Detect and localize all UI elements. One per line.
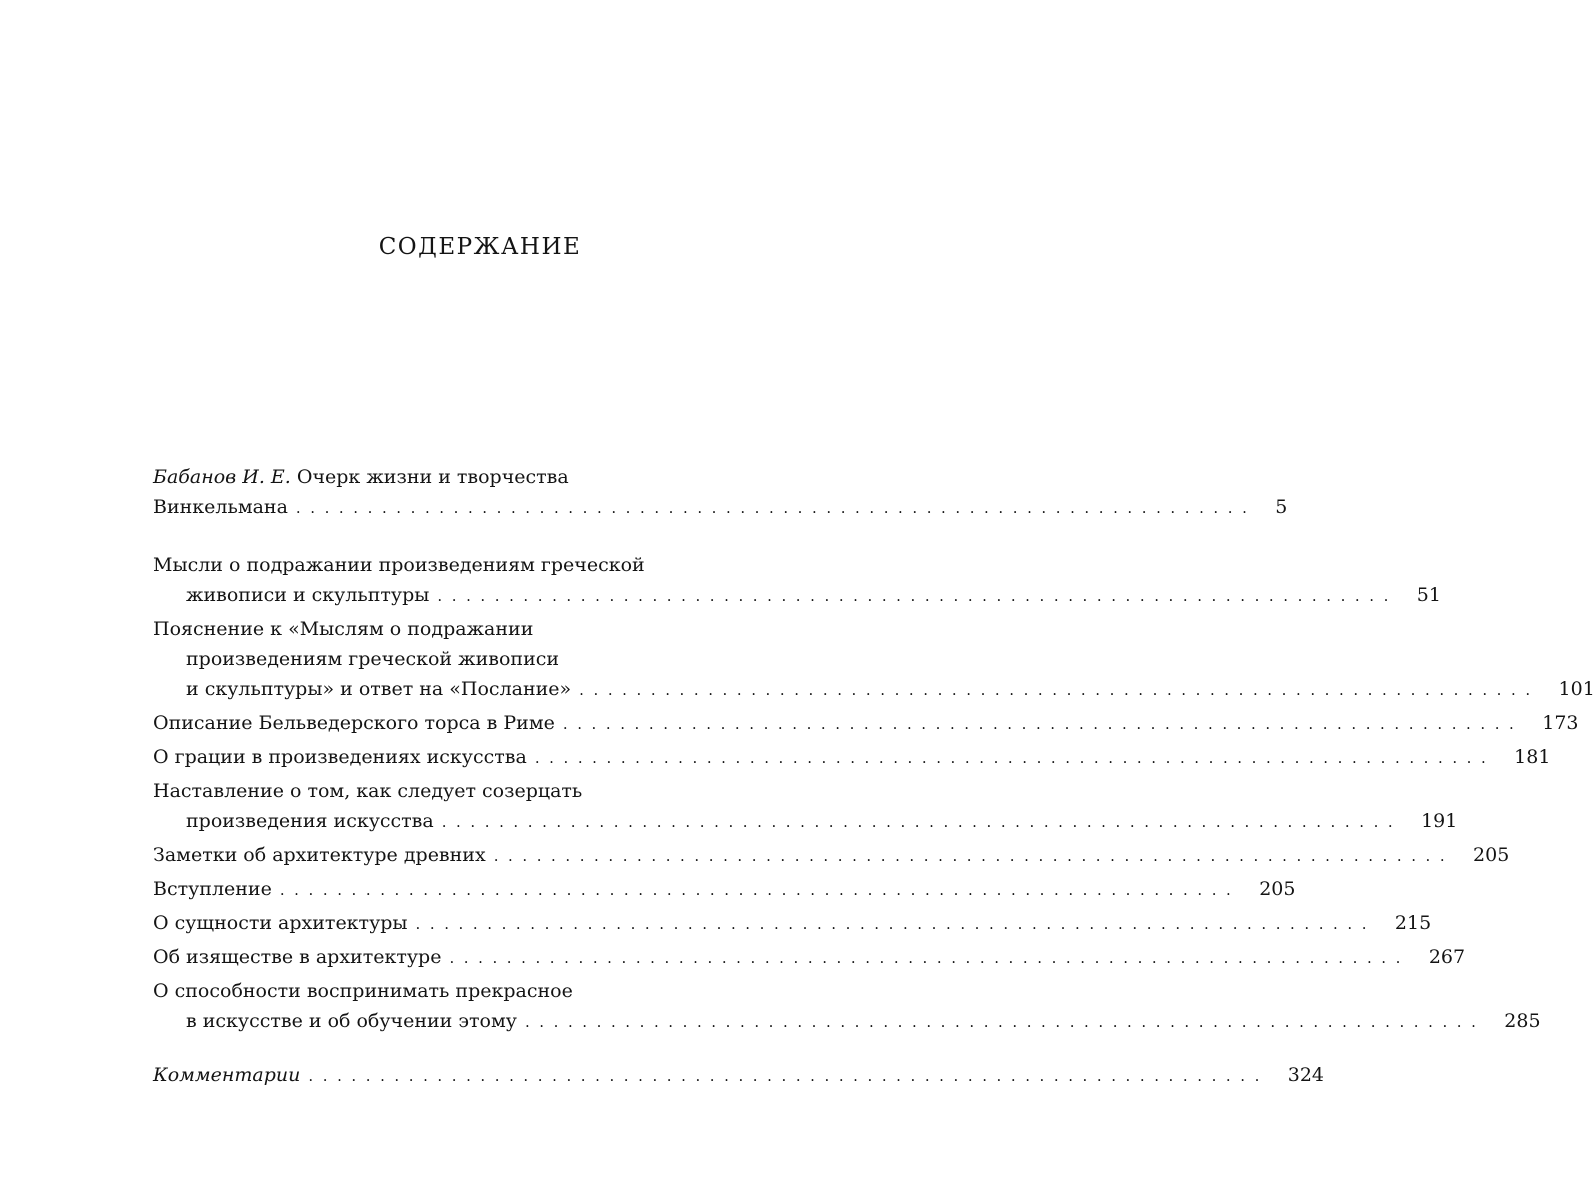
dot-leader: . . . . . . . . . . . . . . . . . . . . . . . . . . . . . . . . . . . . . . . . . . . . . . . . . . . . . . . . . . . . . . . . . . .	[441, 813, 1396, 831]
toc-entry-title: Заметки об архитектуре древних	[153, 844, 486, 866]
toc-page-number: 267	[1428, 946, 1466, 968]
toc-entry-line	[153, 550, 705, 580]
toc-entry-title: Очерк жизни и творчества	[290, 466, 569, 488]
toc-entry-line	[153, 1060, 1325, 1090]
toc-entry-architecture-notes[interactable]	[153, 840, 1510, 870]
toc-entry-title: Комментарии	[153, 1064, 301, 1086]
toc-entry-line	[153, 976, 705, 1006]
toc-entry-line	[153, 462, 705, 492]
toc-entry-essence-architecture[interactable]	[153, 908, 1432, 938]
toc-entry-title: произведения искусства	[186, 810, 434, 832]
toc-entry-line	[153, 942, 1466, 972]
toc-entry-line	[153, 840, 1510, 870]
toc-entry-title: Винкельмана	[153, 496, 288, 518]
toc-entry-title: О способности воспринимать прекрасное	[153, 980, 573, 1002]
dot-leader: . . . . . . . . . . . . . . . . . . . . . . . . . . . . . . . . . . . . . . . . . . . . . . . . . . . . . . . . . . . . . . . . . . .	[493, 847, 1448, 865]
toc-entry-line	[153, 742, 1551, 772]
toc-page-number: 205	[1473, 844, 1510, 866]
dot-leader: . . . . . . . . . . . . . . . . . . . . . . . . . . . . . . . . . . . . . . . . . . . . . . . . . . . . . . . . . . . . . . . . . . .	[449, 949, 1403, 967]
toc-entry-title: Наставление о том, как следует созерцать	[153, 780, 583, 802]
toc-page-number: 215	[1394, 912, 1432, 934]
toc-page-number: 5	[1275, 496, 1288, 518]
toc-entry-title: Вступление	[153, 878, 272, 900]
toc-entry-title: О сущности архитектуры	[153, 912, 408, 934]
toc-entry-line	[153, 708, 1579, 738]
page-title: СОДЕРЖАНИЕ	[378, 234, 582, 260]
toc-entry-line	[153, 1006, 1541, 1036]
toc-entry-title: О грации в произведениях искусства	[153, 746, 527, 768]
toc-entry-line	[153, 806, 1458, 836]
toc-entry-title: Описание Бельведерского торса в Риме	[153, 712, 555, 734]
toc-page-number: 51	[1416, 584, 1441, 606]
toc-entry-babanov[interactable]	[153, 462, 1288, 522]
dot-leader: . . . . . . . . . . . . . . . . . . . . . . . . . . . . . . . . . . . . . . . . . . . . . . . . . . . . . . . . . . . . . . . . . . .	[524, 1013, 1479, 1031]
toc-page-number: 324	[1287, 1064, 1325, 1086]
toc-entry-line	[153, 492, 1288, 522]
toc-entry-line	[153, 908, 1432, 938]
toc-entry-commentary[interactable]	[153, 1060, 1325, 1090]
toc-entry-title: живописи и скульптуры	[186, 584, 430, 606]
toc-entry-title: в искусстве и об обучении этому	[186, 1010, 517, 1032]
dot-leader: . . . . . . . . . . . . . . . . . . . . . . . . . . . . . . . . . . . . . . . . . . . . . . . . . . . . . . . . . . . . . . . . . . .	[279, 881, 1234, 899]
dot-leader: . . . . . . . . . . . . . . . . . . . . . . . . . . . . . . . . . . . . . . . . . . . . . . . . . . . . . . . . . . . . . . . . . . .	[308, 1067, 1262, 1085]
toc-entry-grace[interactable]	[153, 742, 1551, 772]
toc-entry-title: Об изяществе в архитектуре	[153, 946, 442, 968]
toc-entry-belvedere-torso[interactable]	[153, 708, 1579, 738]
toc-entry-title: Пояснение к «Мыслям о подражании	[153, 618, 534, 640]
toc-entry-perceive-beauty[interactable]	[153, 976, 1541, 1036]
toc-entry-line	[153, 674, 1595, 704]
toc-page-number: 285	[1504, 1010, 1541, 1032]
toc-entry-instruction[interactable]	[153, 776, 1458, 836]
dot-leader: . . . . . . . . . . . . . . . . . . . . . . . . . . . . . . . . . . . . . . . . . . . . . . . . . . . . . . . . . . . . . . . . . . .	[579, 681, 1533, 699]
toc-entry-line	[153, 644, 705, 674]
toc-entry-explanation[interactable]	[153, 614, 1595, 704]
toc-page-number: 205	[1259, 878, 1296, 900]
dot-leader: . . . . . . . . . . . . . . . . . . . . . . . . . . . . . . . . . . . . . . . . . . . . . . . . . . . . . . . . . . . . . . . . . . .	[437, 587, 1391, 605]
dot-leader: . . . . . . . . . . . . . . . . . . . . . . . . . . . . . . . . . . . . . . . . . . . . . . . . . . . . . . . . . . . . . . . . . . .	[562, 715, 1517, 733]
toc-entry-introduction[interactable]	[153, 874, 1296, 904]
toc-entry-line	[153, 874, 1296, 904]
toc-entry-line	[153, 580, 1441, 610]
toc-page-number: 191	[1421, 810, 1458, 832]
dot-leader: . . . . . . . . . . . . . . . . . . . . . . . . . . . . . . . . . . . . . . . . . . . . . . . . . . . . . . . . . . . . . . . . . . .	[295, 499, 1250, 517]
toc-page-number: 101	[1558, 678, 1595, 700]
toc-entry-title: и скульптуры» и ответ на «Послание»	[186, 678, 572, 700]
toc-entry-thoughts-imitation[interactable]	[153, 550, 1441, 610]
toc-page-number: 181	[1514, 746, 1551, 768]
toc-page-number: 173	[1542, 712, 1579, 734]
dot-leader: . . . . . . . . . . . . . . . . . . . . . . . . . . . . . . . . . . . . . . . . . . . . . . . . . . . . . . . . . . . . . . . . . . .	[534, 749, 1489, 767]
toc-entry-line	[153, 614, 705, 644]
toc-author: Бабанов И. Е.	[153, 466, 291, 488]
toc-entry-title: произведениям греческой живописи	[186, 648, 560, 670]
toc-entry-line	[153, 776, 705, 806]
dot-leader: . . . . . . . . . . . . . . . . . . . . . . . . . . . . . . . . . . . . . . . . . . . . . . . . . . . . . . . . . . . . . . . . . . .	[415, 915, 1369, 933]
toc-entry-title: Мысли о подражании произведениям греческой	[153, 554, 645, 576]
toc-entry-elegance[interactable]	[153, 942, 1466, 972]
table-of-contents	[153, 462, 1595, 1094]
